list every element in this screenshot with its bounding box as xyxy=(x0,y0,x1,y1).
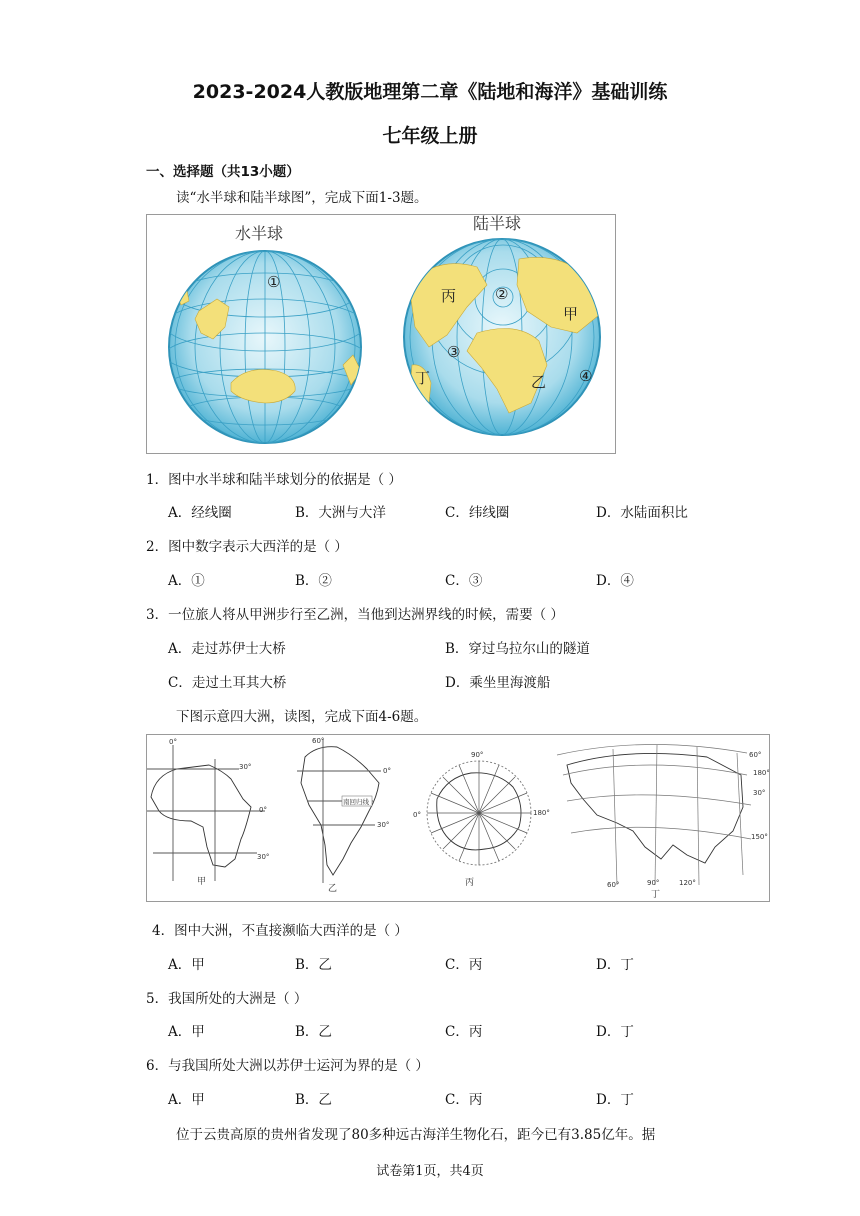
mark-3: ③ xyxy=(447,343,461,361)
page-footer: 试卷第1页，共4页 xyxy=(376,1164,484,1179)
q5-option-c[interactable]: C．丙 xyxy=(445,1024,483,1040)
q2-option-d[interactable]: D．④ xyxy=(596,573,634,589)
q6-option-b[interactable]: B．乙 xyxy=(295,1092,332,1108)
q6-option-d[interactable]: D．丁 xyxy=(596,1092,634,1108)
q4-option-b[interactable]: B．乙 xyxy=(295,957,332,973)
q4-option-a[interactable]: A．甲 xyxy=(168,957,205,973)
ding-lon-150: 150° xyxy=(751,833,768,841)
water-hemisphere-label: 水半球 xyxy=(235,224,284,243)
ding-label: 丁 xyxy=(651,890,661,900)
yi-equator: 0° xyxy=(383,767,391,775)
question-6-stem: 6．与我国所处大洲以苏伊士运河为界的是（ ） xyxy=(146,1058,429,1074)
mark-jia: 甲 xyxy=(563,305,579,323)
bing-label: 丙 xyxy=(465,878,475,888)
document-subtitle: 七年级上册 xyxy=(382,125,478,147)
question-1-stem: 1．图中水半球和陆半球划分的依据是（ ） xyxy=(146,472,402,488)
jia-lat-30s: 30° xyxy=(257,853,270,861)
ding-lon-90: 90° xyxy=(647,879,660,887)
mark-2: ② xyxy=(495,285,509,303)
q4-option-d[interactable]: D．丁 xyxy=(596,957,634,973)
q1-option-a[interactable]: A．经线圈 xyxy=(168,505,232,521)
intro-text-3: 位于云贵高原的贵州省发现了80多种远古海洋生物化石，距今已有3.85亿年。据 xyxy=(176,1127,656,1143)
bing-lon-90: 90° xyxy=(471,751,484,759)
q6-option-c[interactable]: C．丙 xyxy=(445,1092,483,1108)
yi-label: 乙 xyxy=(328,884,338,894)
mark-ding: 丁 xyxy=(415,369,431,387)
q2-option-a[interactable]: A．① xyxy=(168,573,205,589)
jia-lat-30n: 30° xyxy=(239,763,252,771)
q2-option-b[interactable]: B．② xyxy=(295,573,332,589)
q5-option-b[interactable]: B．乙 xyxy=(295,1024,332,1040)
q6-option-a[interactable]: A．甲 xyxy=(168,1092,205,1108)
continents-figure xyxy=(146,734,770,902)
question-2-stem: 2．图中数字表示大西洋的是（ ） xyxy=(146,539,348,555)
jia-label: 甲 xyxy=(197,877,207,887)
yi-lon-60: 60° xyxy=(312,737,325,745)
q3-option-d[interactable]: D．乘坐里海渡船 xyxy=(445,675,551,691)
q1-option-c[interactable]: C．纬线圈 xyxy=(445,505,510,521)
ding-lon-60: 60° xyxy=(607,881,620,889)
q2-option-c[interactable]: C．③ xyxy=(445,573,483,589)
section-heading: 一、选择题（共13小题） xyxy=(146,164,300,180)
mark-1: ① xyxy=(267,273,281,291)
q5-option-a[interactable]: A．甲 xyxy=(168,1024,205,1040)
bing-lon-180: 180° xyxy=(533,809,550,817)
continent-bing xyxy=(413,751,550,888)
intro-text-2: 下图示意四大洲，读图，完成下面4-6题。 xyxy=(176,709,428,725)
q3-option-c[interactable]: C．走过土耳其大桥 xyxy=(168,675,287,691)
mark-yi: 乙 xyxy=(531,373,547,391)
jia-lon-0: 0° xyxy=(169,738,177,746)
continents-map xyxy=(147,735,769,901)
mark-bing: 丙 xyxy=(441,287,457,305)
bing-lon-0: 0° xyxy=(413,811,421,819)
q3-option-b[interactable]: B．穿过乌拉尔山的隧道 xyxy=(445,641,590,657)
continent-yi xyxy=(297,737,391,894)
q3-option-a[interactable]: A．走过苏伊士大桥 xyxy=(168,641,286,657)
yi-tropic-label: 南回归线 xyxy=(343,798,369,806)
water-hemisphere xyxy=(165,224,365,443)
land-hemisphere-label: 陆半球 xyxy=(473,215,522,233)
intro-text-1: 读“水半球和陆半球图”，完成下面1-3题。 xyxy=(176,190,428,206)
question-5-stem: 5．我国所处的大洲是（ ） xyxy=(146,991,308,1007)
ding-lon-120: 120° xyxy=(679,879,696,887)
ding-lon-180: 180° xyxy=(753,769,769,777)
q4-option-c[interactable]: C．丙 xyxy=(445,957,483,973)
hemisphere-figure xyxy=(146,214,616,454)
q1-option-b[interactable]: B．大洲与大洋 xyxy=(295,505,386,521)
land-hemisphere xyxy=(404,215,600,435)
ding-lat-60: 60° xyxy=(749,751,762,759)
hemisphere-map xyxy=(147,215,615,453)
document-title: 2023-2024人教版地理第二章《陆地和海洋》基础训练 xyxy=(192,81,668,103)
question-3-stem: 3．一位旅人将从甲洲步行至乙洲，当他到达洲界线的时候，需要（ ） xyxy=(146,607,564,623)
q5-option-d[interactable]: D．丁 xyxy=(596,1024,634,1040)
continent-ding xyxy=(557,744,769,900)
mark-4: ④ xyxy=(579,367,593,385)
q1-option-d[interactable]: D．水陆面积比 xyxy=(596,505,688,521)
jia-equator: 0° xyxy=(259,806,267,814)
question-4-stem: 4．图中大洲，不直接濒临大西洋的是（ ） xyxy=(152,923,408,939)
yi-lat-30: 30° xyxy=(377,821,390,829)
continent-jia xyxy=(147,738,269,887)
ding-lat-30: 30° xyxy=(753,789,766,797)
